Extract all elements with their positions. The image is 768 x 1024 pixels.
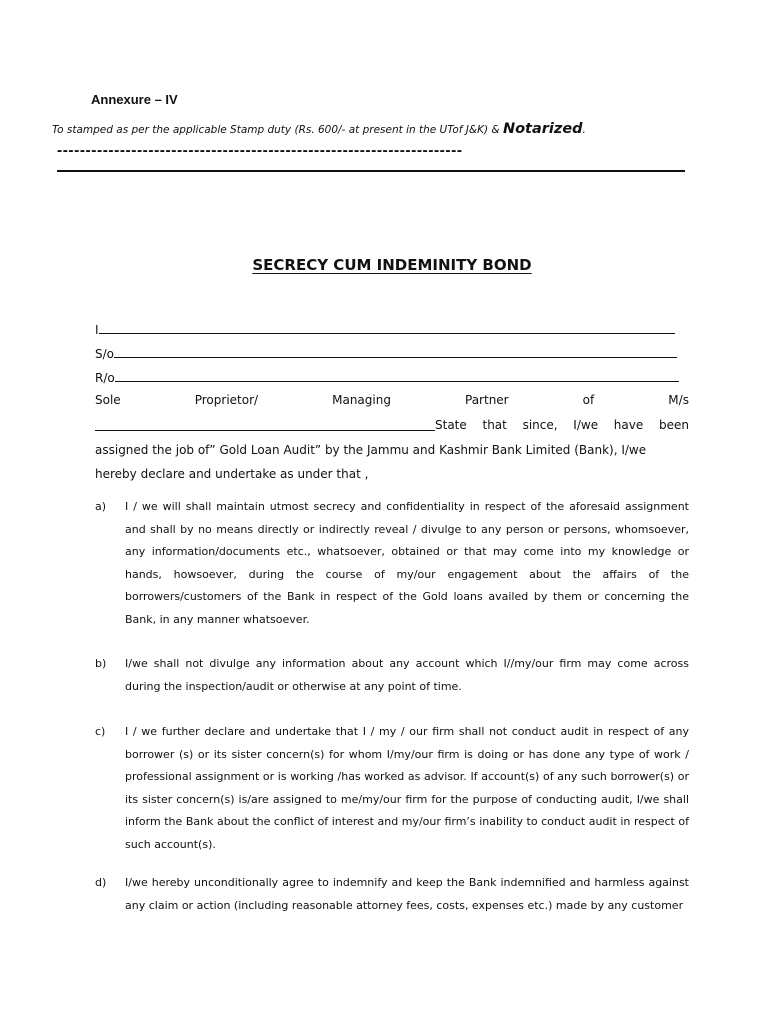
clause-b [95, 653, 689, 698]
firm-name-row [95, 417, 689, 433]
word: Proprietor/ [194, 393, 259, 407]
solid-separator [57, 170, 685, 172]
clause-d [95, 872, 689, 917]
clause-label: a) [95, 500, 107, 513]
word: State [435, 418, 467, 432]
word: M/s [668, 393, 689, 407]
clause-text: I / we will shall maintain utmost secrecy and confidentiality in respect of the aforesaid assignment and shall by no means directly or indirectly reveal / divulge to any person or persons, whomsoever, any information/documents etc., whatsoever, obtained or that may come into my knowledge or hands, howsoever, during the course of my/our engagement about the affairs of the borrowers/customers of the Bank in respect of the Gold loans availed by them or concerning the Bank, in any manner whatsoever. [125, 500, 689, 626]
field-ro [95, 369, 679, 386]
field-so [95, 345, 677, 362]
intro-paragraph: assigned the job of” Gold Loan Audit” by the Jammu and Kashmir Bank Limited (Bank), I/we hereby declare and undertake as under that , [95, 443, 647, 481]
word: been [658, 418, 689, 432]
field-i-blank [99, 321, 675, 334]
field-ro-label: R/o [95, 371, 115, 385]
field-so-label: S/o [95, 347, 115, 361]
word: Sole [95, 393, 121, 407]
clause-text: I / we further declare and undertake that I / my / our firm shall not conduct audit in respect of any borrower (s) or its sister concern(s) for whom I/my/our firm is doing or has done any type of work / professional assignment or is working /has worked as advisor. If account(s) of any such borrower(s) or its sister concern(s) is/are assigned to me/my/our firm for the purpose of conducting audit, I/we shall inform the Bank about the conflict of interest and my/our firm’s inability to conduct audit in respect of such account(s). [125, 725, 689, 851]
word: since, [522, 418, 558, 432]
clause-label: b) [95, 657, 107, 670]
field-ro-blank [115, 369, 679, 382]
word: I/we [573, 418, 599, 432]
annexure-heading: Annexure – IV [91, 92, 178, 107]
clause-text: I/we hereby unconditionally agree to indemnify and keep the Bank indemnified and harmless against any claim or action (including reasonable attorney fees, costs, expenses etc.) made by any customer [125, 876, 689, 912]
notarized-text: Notarized [502, 121, 583, 137]
clause-c [95, 721, 689, 856]
clause-text: I/we shall not divulge any information about any account which I//my/our firm may come across during the inspection/audit or otherwise at any point of time. [125, 657, 689, 693]
word: of [582, 393, 595, 407]
field-so-blank [114, 345, 677, 358]
dashed-separator: ----------------------------------------------------------------------- [57, 144, 463, 158]
stamp-duty-text: To stamped as per the applicable Stamp duty (Rs. 600/- at present in the UTof J&K) & [52, 124, 503, 136]
word: Managing [332, 393, 391, 407]
clause-label: d) [95, 876, 107, 889]
state-words [435, 417, 689, 433]
stamp-duty-note [52, 121, 742, 137]
firm-name-blank [95, 417, 435, 431]
document-title: SECRECY CUM INDEMINITY BOND [252, 256, 532, 274]
field-i [95, 321, 675, 338]
sole-proprietor-row [95, 392, 689, 408]
word: Partner [465, 393, 509, 407]
word: that [482, 418, 507, 432]
word: have [613, 418, 644, 432]
clause-label: c) [95, 725, 106, 738]
notarized-period: . [582, 124, 586, 136]
clause-a [95, 496, 689, 631]
field-i-label: I [95, 323, 99, 337]
